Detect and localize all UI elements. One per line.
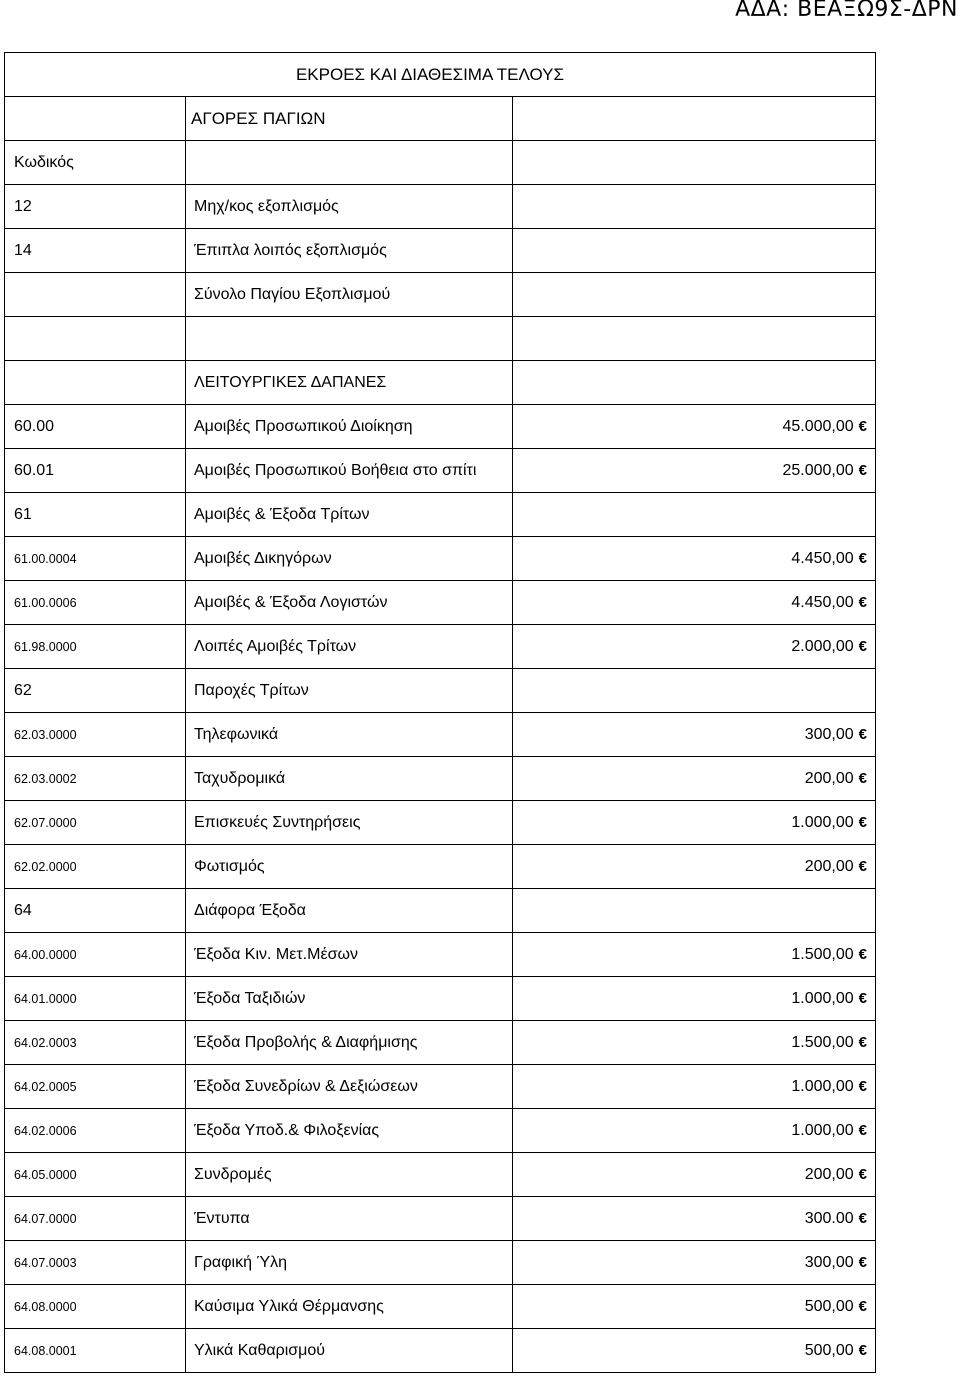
amount-cell bbox=[513, 1153, 876, 1197]
euro-icon: € bbox=[858, 1165, 867, 1183]
amount-value: 500,00 bbox=[804, 1297, 854, 1315]
euro-icon: € bbox=[858, 461, 867, 479]
account-description: Έξοδα Υποδ.& Φιλοξενίας bbox=[186, 1109, 513, 1153]
subtitle-row bbox=[5, 97, 876, 141]
amount-cell bbox=[513, 1329, 876, 1373]
account-code: 64.07.0003 bbox=[5, 1241, 186, 1285]
amount-value: 1.500,00 bbox=[791, 1033, 854, 1051]
table-row bbox=[5, 1065, 876, 1109]
table-row bbox=[5, 185, 876, 229]
amount-cell bbox=[513, 713, 876, 757]
empty-cell bbox=[5, 361, 186, 405]
euro-icon: € bbox=[858, 637, 867, 655]
amount-cell bbox=[513, 669, 876, 713]
euro-icon: € bbox=[858, 549, 867, 567]
euro-icon: € bbox=[858, 945, 867, 963]
account-code: 61.00.0006 bbox=[5, 581, 186, 625]
fixed-total-label: Σύνολο Παγίου Εξοπλισμού bbox=[186, 273, 513, 317]
amount-cell bbox=[513, 801, 876, 845]
account-code: 64.02.0005 bbox=[5, 1065, 186, 1109]
amount-cell bbox=[513, 537, 876, 581]
table-row bbox=[5, 493, 876, 537]
account-code: 62.03.0000 bbox=[5, 713, 186, 757]
account-code: 64 bbox=[5, 889, 186, 933]
blank-row bbox=[5, 317, 876, 361]
amount-cell bbox=[513, 581, 876, 625]
account-code: 60.00 bbox=[5, 405, 186, 449]
amount-cell bbox=[513, 1109, 876, 1153]
empty-cell bbox=[513, 361, 876, 405]
account-description: Έντυπα bbox=[186, 1197, 513, 1241]
table-row bbox=[5, 1197, 876, 1241]
table-row bbox=[5, 1109, 876, 1153]
account-description: Αμοιβές Προσωπικού Βοήθεια στο σπίτι bbox=[186, 449, 513, 493]
budget-table bbox=[4, 52, 876, 1373]
empty-cell bbox=[513, 317, 876, 361]
amount-value: 300,00 bbox=[804, 1253, 854, 1271]
account-code: 62.03.0002 bbox=[5, 757, 186, 801]
euro-icon: € bbox=[858, 593, 867, 611]
amount-cell bbox=[513, 449, 876, 493]
amount-cell bbox=[513, 889, 876, 933]
euro-icon: € bbox=[858, 1209, 867, 1227]
table-row bbox=[5, 1329, 876, 1373]
account-description: Έξοδα Κιν. Μετ.Μέσων bbox=[186, 933, 513, 977]
account-description: Γραφική Ύλη bbox=[186, 1241, 513, 1285]
account-description: Λοιπές Αμοιβές Τρίτων bbox=[186, 625, 513, 669]
operating-section-row bbox=[5, 361, 876, 405]
euro-icon: € bbox=[858, 417, 867, 435]
amount-cell bbox=[513, 229, 876, 273]
table-row bbox=[5, 801, 876, 845]
account-code: 62.02.0000 bbox=[5, 845, 186, 889]
euro-icon: € bbox=[858, 1121, 867, 1139]
account-code: 64.01.0000 bbox=[5, 977, 186, 1021]
account-description: Αμοιβές Προσωπικού Διοίκηση bbox=[186, 405, 513, 449]
table-row bbox=[5, 581, 876, 625]
table-row bbox=[5, 537, 876, 581]
table-row bbox=[5, 229, 876, 273]
code-column-header: Κωδικός bbox=[5, 141, 186, 185]
amount-cell bbox=[513, 493, 876, 537]
amount-value: 1.000,00 bbox=[791, 989, 854, 1007]
table-row bbox=[5, 1241, 876, 1285]
euro-icon: € bbox=[858, 813, 867, 831]
account-code: 12 bbox=[5, 185, 186, 229]
euro-icon: € bbox=[858, 1253, 867, 1271]
empty-cell bbox=[5, 317, 186, 361]
table-row bbox=[5, 625, 876, 669]
account-description: Αμοιβές & Έξοδα Λογιστών bbox=[186, 581, 513, 625]
table-row bbox=[5, 845, 876, 889]
amount-value: 300,00 bbox=[804, 725, 854, 743]
title-row bbox=[5, 53, 876, 97]
amount-cell bbox=[513, 1241, 876, 1285]
account-code: 61.98.0000 bbox=[5, 625, 186, 669]
account-code: 64.02.0006 bbox=[5, 1109, 186, 1153]
empty-cell bbox=[186, 317, 513, 361]
euro-icon: € bbox=[858, 725, 867, 743]
table-row bbox=[5, 1021, 876, 1065]
account-description: Αμοιβές & Έξοδα Τρίτων bbox=[186, 493, 513, 537]
amount-value: 500,00 bbox=[804, 1341, 854, 1359]
amount-cell bbox=[513, 845, 876, 889]
account-description: Καύσιμα Υλικά Θέρμανσης bbox=[186, 1285, 513, 1329]
amount-cell bbox=[513, 1021, 876, 1065]
account-description: Διάφορα Έξοδα bbox=[186, 889, 513, 933]
account-description: Τηλεφωνικά bbox=[186, 713, 513, 757]
account-description: Έξοδα Συνεδρίων & Δεξιώσεων bbox=[186, 1065, 513, 1109]
account-description: Έξοδα Ταξιδιών bbox=[186, 977, 513, 1021]
amount-value: 1.500,00 bbox=[791, 945, 854, 963]
table-row bbox=[5, 889, 876, 933]
table-row bbox=[5, 405, 876, 449]
account-description: Υλικά Καθαρισμού bbox=[186, 1329, 513, 1373]
amount-value: 1.000,00 bbox=[791, 813, 854, 831]
table-row bbox=[5, 669, 876, 713]
account-description: Ταχυδρομικά bbox=[186, 757, 513, 801]
amount-value: 1.000,00 bbox=[791, 1077, 854, 1095]
euro-icon: € bbox=[858, 1077, 867, 1095]
account-description: Επισκευές Συντηρήσεις bbox=[186, 801, 513, 845]
amount-cell bbox=[513, 405, 876, 449]
euro-icon: € bbox=[858, 769, 867, 787]
account-code: 62 bbox=[5, 669, 186, 713]
amount-cell bbox=[513, 1197, 876, 1241]
table-row bbox=[5, 1285, 876, 1329]
amount-cell bbox=[513, 933, 876, 977]
table-row bbox=[5, 977, 876, 1021]
amount-value: 300.00 bbox=[804, 1209, 854, 1227]
table-row bbox=[5, 933, 876, 977]
table-row bbox=[5, 757, 876, 801]
account-code: 64.00.0000 bbox=[5, 933, 186, 977]
fixed-total-row bbox=[5, 273, 876, 317]
account-code: 64.02.0003 bbox=[5, 1021, 186, 1065]
amount-value: 2.000,00 bbox=[791, 637, 854, 655]
amount-value: 45.000,00 bbox=[782, 417, 854, 435]
account-description: Έξοδα Προβολής & Διαφήμισης bbox=[186, 1021, 513, 1065]
account-code: 64.05.0000 bbox=[5, 1153, 186, 1197]
euro-icon: € bbox=[858, 857, 867, 875]
table-row bbox=[5, 1153, 876, 1197]
account-description: Συνδρομές bbox=[186, 1153, 513, 1197]
amount-value: 4.450,00 bbox=[791, 593, 854, 611]
ada-label: ΑΔΑ: ΒΕΑΞΩ9Σ-ΔΡΝ bbox=[735, 0, 958, 22]
euro-icon: € bbox=[858, 1297, 867, 1315]
euro-icon: € bbox=[858, 1341, 867, 1359]
amount-cell bbox=[513, 1065, 876, 1109]
account-description: Φωτισμός bbox=[186, 845, 513, 889]
amount-value: 4.450,00 bbox=[791, 549, 854, 567]
account-code: 64.07.0000 bbox=[5, 1197, 186, 1241]
euro-icon: € bbox=[858, 1033, 867, 1051]
empty-cell bbox=[513, 273, 876, 317]
account-code: 61.00.0004 bbox=[5, 537, 186, 581]
table-row bbox=[5, 713, 876, 757]
account-code: 62.07.0000 bbox=[5, 801, 186, 845]
euro-icon: € bbox=[858, 989, 867, 1007]
amount-value: 200,00 bbox=[804, 857, 854, 875]
account-description: Έπιπλα λοιπός εξοπλισμός bbox=[186, 229, 513, 273]
amount-cell bbox=[513, 185, 876, 229]
account-code: 64.08.0001 bbox=[5, 1329, 186, 1373]
amount-cell bbox=[513, 1285, 876, 1329]
amount-cell bbox=[513, 977, 876, 1021]
column-header-row bbox=[5, 141, 876, 185]
document-title: ΕΚΡΟΕΣ ΚΑΙ ΔΙΑΘΕΣΙΜΑ ΤΕΛΟΥΣ bbox=[295, 64, 565, 84]
account-code: 61 bbox=[5, 493, 186, 537]
account-description: Μηχ/κος εξοπλισμός bbox=[186, 185, 513, 229]
amount-value: 200,00 bbox=[804, 769, 854, 787]
amount-cell bbox=[513, 625, 876, 669]
empty-cell bbox=[5, 273, 186, 317]
account-description: Αμοιβές Δικηγόρων bbox=[186, 537, 513, 581]
amount-cell bbox=[513, 757, 876, 801]
amount-value: 1.000,00 bbox=[791, 1121, 854, 1139]
account-code: 60.01 bbox=[5, 449, 186, 493]
amount-value: 25.000,00 bbox=[782, 461, 854, 479]
table-row bbox=[5, 449, 876, 493]
section-title-fixed-assets: ΑΓΟΡΕΣ ΠΑΓΙΩΝ bbox=[186, 97, 513, 141]
account-code: 14 bbox=[5, 229, 186, 273]
amount-value: 200,00 bbox=[804, 1165, 854, 1183]
account-description: Παροχές Τρίτων bbox=[186, 669, 513, 713]
account-code: 64.08.0000 bbox=[5, 1285, 186, 1329]
section-title-operating: ΛΕΙΤΟΥΡΓΙΚΕΣ ΔΑΠΑΝΕΣ bbox=[186, 361, 513, 405]
